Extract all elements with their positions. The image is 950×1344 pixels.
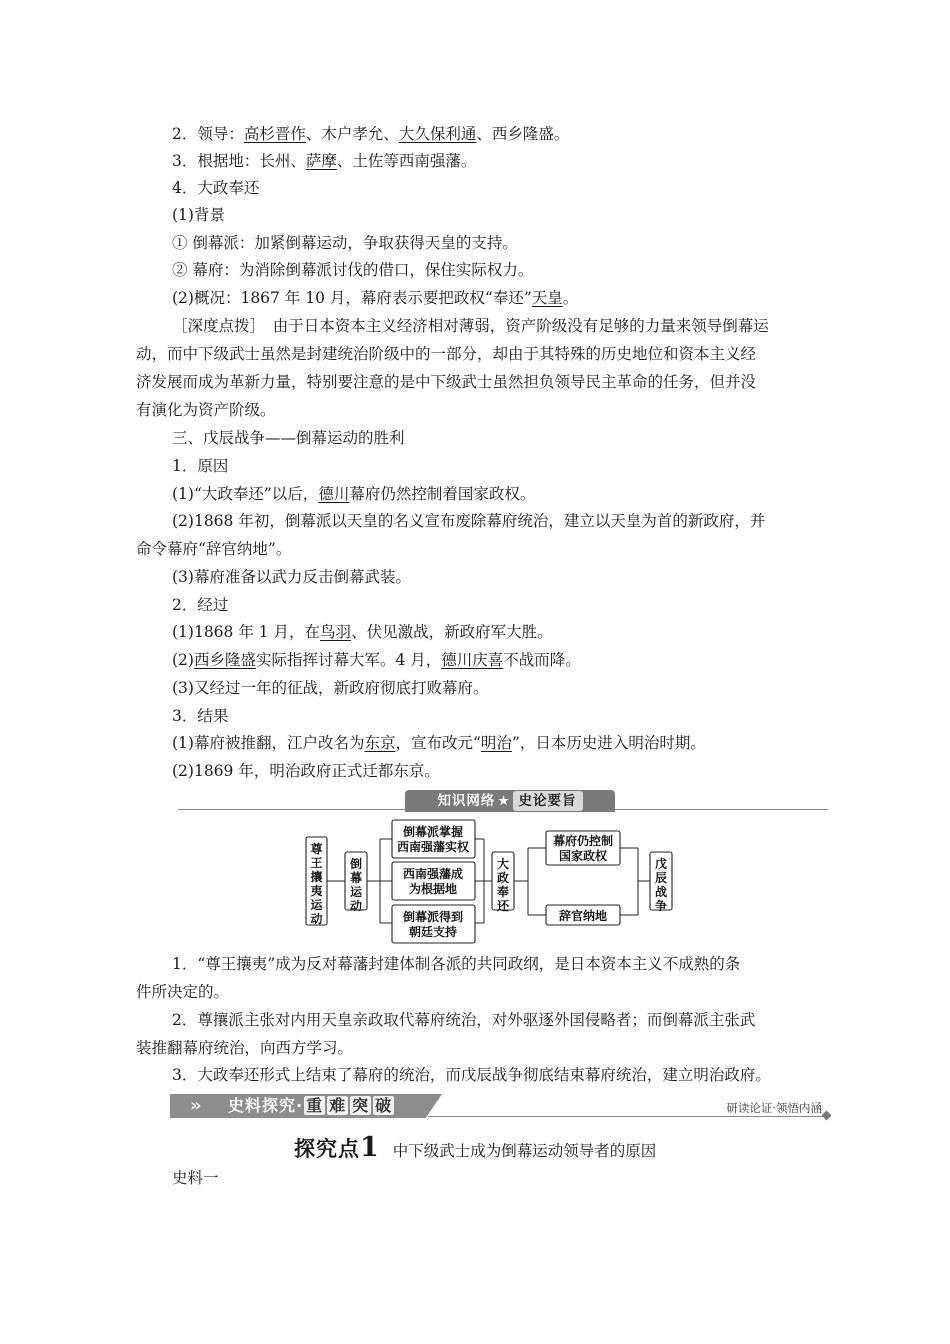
node-wuchen: 戊辰战争 <box>654 857 668 913</box>
cause-1: (1)“大政奉还”以后，德川幕府仍然控制着国家政权。 <box>172 485 536 503</box>
heading-result: 3．结果 <box>172 707 229 725</box>
line-daomupai: ① 倒幕派：加紧倒幕运动，争取获得天皇的支持。 <box>172 234 518 252</box>
banner-rule <box>428 1116 828 1117</box>
cause-2a: (2)1868 年初，倒幕派以天皇的名义宣布废除幕府统治，建立以天皇为首的新政府，并 <box>172 512 766 530</box>
deep-point-4: 有演化为资产阶级。 <box>136 401 276 419</box>
line-background: (1)背景 <box>172 206 225 224</box>
heading-process: 2．经过 <box>172 596 229 614</box>
banner-right-label: 史论要旨 <box>513 791 583 811</box>
deep-point-3: 济发展而成为革新力量，特别要注意的是中下级武士虽然担负领导民主革命的任务，但并没 <box>136 373 757 391</box>
probe-label: 探究点 <box>294 1137 360 1161</box>
line-overview: (2)概况：1867 年 10 月，幕府表示要把政权“奉还”天皇。 <box>172 289 579 307</box>
node-a: 倒幕派掌握西南强藩实权 <box>396 825 470 854</box>
node-ciguan: 辞官纳地 <box>558 909 608 923</box>
result-2: (2)1869 年，明治政府正式迁都东京。 <box>172 762 440 780</box>
banner-title: 史料探究· 重 难 突 破 <box>228 1096 393 1115</box>
deep-point-1: ［深度点拨］ 由于日本资本主义经济相对薄弱，资产阶级没有足够的力量来领导倒幕运 <box>172 317 769 335</box>
probe-number: 1 <box>360 1132 379 1163</box>
node-c: 倒幕派得到朝廷支持 <box>402 910 464 939</box>
diamond-icon <box>822 1111 832 1121</box>
node-zunwang: 尊王攘夷运动 <box>310 842 323 926</box>
summary-2a: 2．尊攘派主张对内用天皇亲政取代幕府统治，对外驱逐外国侵略者；而倒幕派主张武 <box>172 1011 756 1029</box>
node-daomu: 倒幕运动 <box>349 857 363 913</box>
process-2: (2)西乡隆盛实际指挥讨幕大军。4 月，德川庆喜不战而降。 <box>172 651 581 669</box>
double-chevron-icon: » <box>190 1095 202 1116</box>
node-dazheng: 大政奉还 <box>496 857 510 913</box>
process-3: (3)又经过一年的征战，新政府彻底打败幕府。 <box>172 679 489 697</box>
knowledge-diagram <box>300 815 680 945</box>
summary-1b: 件所决定的。 <box>136 983 230 1001</box>
line-base: 3．根据地：长州、萨摩、土佐等西南强藩。 <box>172 152 477 170</box>
material-one-label: 史料一 <box>172 1169 219 1187</box>
section-three-title: 三、戊辰战争——倒幕运动的胜利 <box>172 429 405 447</box>
probe-title: 中下级武士成为倒幕运动领导者的原因 <box>392 1142 657 1160</box>
result-1: (1)幕府被推翻，江户改名为东京，宣布改元“明治”，日本历史进入明治时期。 <box>172 734 706 752</box>
heading-dazheng: 4．大政奉还 <box>172 179 260 197</box>
cause-2b: 命令幕府“辞官纳地”。 <box>136 540 292 558</box>
node-d: 幕府仍控制国家政权 <box>552 834 614 863</box>
summary-3: 3．大政奉还形式上结束了幕府的统治，而戊辰战争彻底结束幕府统治，建立明治政府。 <box>172 1066 771 1084</box>
deep-point-2: 动，而中下级武士虽然是封建统治阶级中的一部分，却由于其特殊的历史地位和资本主义经 <box>136 345 757 363</box>
summary-1a: 1．“尊王攘夷”成为反对幕藩封建体制各派的共同政纲，是日本资本主义不成熟的条 <box>172 955 741 973</box>
knowledge-network-banner <box>405 790 615 812</box>
material-inquiry-banner <box>170 1094 830 1122</box>
star-icon: ★ <box>497 793 511 809</box>
node-b: 西南强藩成为根据地 <box>402 867 464 896</box>
heading-cause: 1．原因 <box>172 457 229 475</box>
summary-2b: 装推翻幕府统治，向西方学习。 <box>136 1039 354 1057</box>
probe-heading <box>294 1132 656 1163</box>
process-1: (1)1868 年 1 月，在鸟羽、伏见激战，新政府军大胜。 <box>172 623 553 641</box>
line-leaders: 2．领导：高杉晋作、木户孝允、大久保利通、西乡隆盛。 <box>172 125 570 143</box>
banner-subtitle: 研读论证·领悟内涵 <box>726 1101 822 1115</box>
line-mufu: ② 幕府：为消除倒幕派讨伐的借口，保住实际权力。 <box>172 261 534 279</box>
cause-3: (3)幕府准备以武力反击倒幕武装。 <box>172 568 411 586</box>
banner-left-label: 知识网络 <box>437 793 496 809</box>
